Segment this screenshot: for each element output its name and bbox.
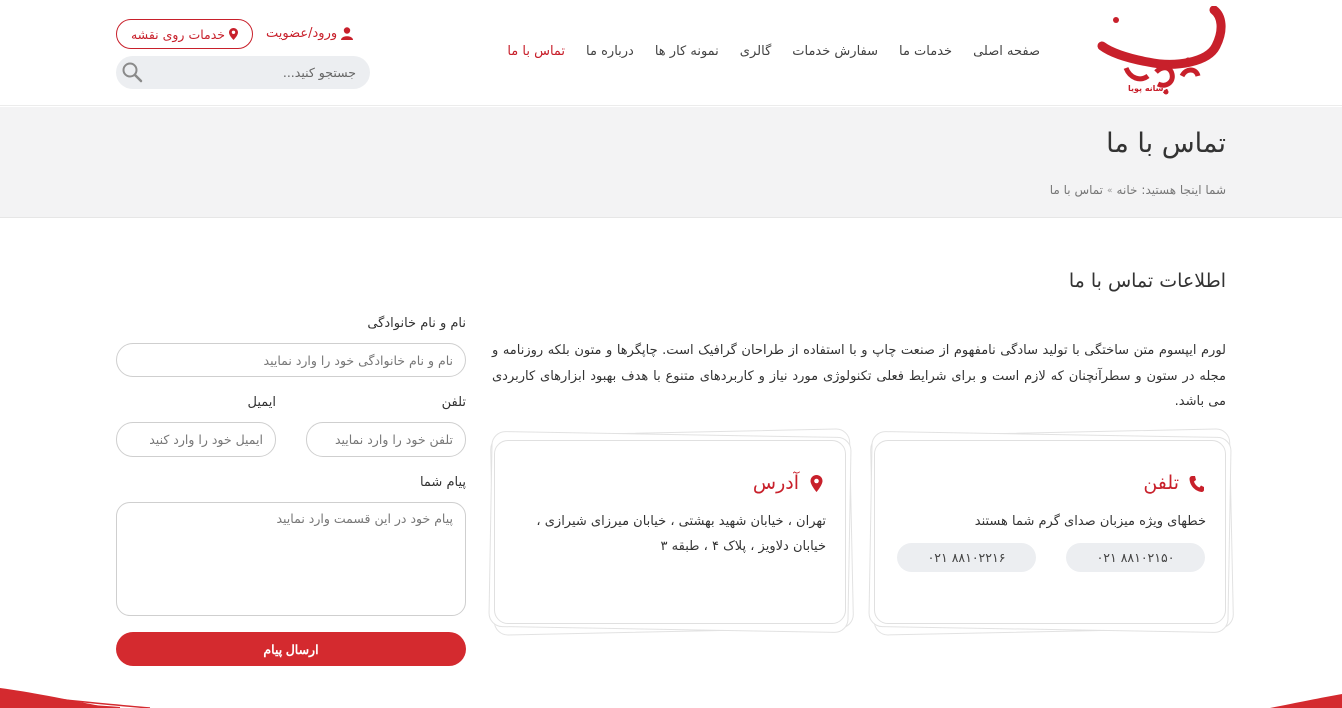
nav-item-order-services[interactable]: سفارش خدمات	[792, 44, 878, 59]
breadcrumb-prefix: شما اینجا هستید:	[1141, 183, 1226, 197]
phone-card-text: خطهای ویژه میزبان صدای گرم شما هستند	[974, 514, 1206, 529]
send-message-button[interactable]: ارسال پیام	[116, 632, 466, 666]
nav-item-contact[interactable]: تماس با ما	[507, 44, 566, 59]
search-icon[interactable]	[121, 61, 143, 83]
nav-item-services[interactable]: خدمات ما	[899, 44, 953, 59]
name-field-wrapper	[116, 343, 466, 377]
search-input[interactable]	[156, 56, 356, 89]
address-card-title-text: آدرس	[752, 472, 799, 494]
search-box	[116, 56, 370, 89]
breadcrumb-current: تماس با ما	[1049, 183, 1104, 197]
page-title-band	[0, 107, 1342, 218]
nav-item-about[interactable]: درباره ما	[586, 44, 634, 59]
message-field[interactable]	[117, 503, 465, 615]
page-title: تماس با ما	[1106, 128, 1226, 159]
address-line: تهران ، خیابان شهید بهشتی ، خیابان میرزای شیرازی ،	[536, 514, 826, 529]
phone-card-title-text: تلفن	[1143, 472, 1179, 494]
login-label: ورود/عضویت	[266, 26, 338, 41]
phone-number-pill[interactable]: ۰۲۱ ۸۸۱۰۲۲۱۶	[897, 543, 1036, 572]
nav-item-home[interactable]: صفحه اصلی	[973, 44, 1040, 59]
breadcrumb-separator: »	[1107, 186, 1113, 196]
nav-item-portfolio[interactable]: نمونه کار ها	[654, 44, 719, 59]
name-field[interactable]	[117, 344, 465, 376]
contact-intro: لورم ایپسوم متن ساختگی با تولید سادگی نامفهوم از صنعت چاپ و با استفاده از طراحان گرافیک است. چاپگرها و متون بلکه روزنامه و مجله در ستون و سطرآنچنان که لازم است و برای شرایط فعلی تکنولوژی مورد نیاز و کاربردهای متنوع با هدف بهبود ابزارهای کاربردی می باشد.	[492, 343, 1226, 409]
phone-field-wrapper	[306, 422, 466, 457]
user-icon	[341, 27, 353, 40]
contact-section-title: اطلاعات تماس با ما	[1068, 270, 1226, 292]
map-pin-icon	[229, 28, 238, 40]
map-services-button[interactable]	[116, 19, 253, 49]
nav-item-gallery[interactable]: گالری	[739, 44, 772, 59]
breadcrumb	[1050, 183, 1226, 199]
phone-card	[866, 428, 1236, 636]
phone-label: تلفن	[441, 395, 466, 410]
message-field-wrapper	[116, 502, 466, 616]
address-card-text	[506, 509, 826, 559]
login-link[interactable]	[266, 26, 353, 41]
email-field[interactable]	[117, 423, 275, 456]
address-line: خیابان دلاویز ، پلاک ۴ ، طبقه ۳	[660, 539, 826, 554]
email-label: ایمیل	[247, 395, 276, 410]
map-services-label: خدمات روی نقشه	[130, 26, 226, 42]
phone-icon	[1189, 475, 1204, 492]
map-pin-icon	[809, 475, 824, 492]
logo-subtitle: رسانه پویا	[1128, 84, 1169, 93]
email-field-wrapper	[116, 422, 276, 457]
message-label: پیام شما	[419, 475, 466, 490]
phone-field[interactable]	[307, 423, 465, 456]
address-card-title	[753, 472, 824, 494]
breadcrumb-home[interactable]: خانه	[1116, 183, 1138, 197]
phone-number-pill[interactable]: ۰۲۱ ۸۸۱۰۲۱۵۰	[1066, 543, 1205, 572]
site-header	[0, 0, 1342, 106]
address-card	[486, 428, 856, 636]
footer-wave-decoration	[0, 680, 1342, 708]
main-nav	[507, 44, 1040, 59]
name-label: نام و نام خانوادگی	[367, 316, 466, 331]
phone-card-title	[1143, 472, 1204, 494]
